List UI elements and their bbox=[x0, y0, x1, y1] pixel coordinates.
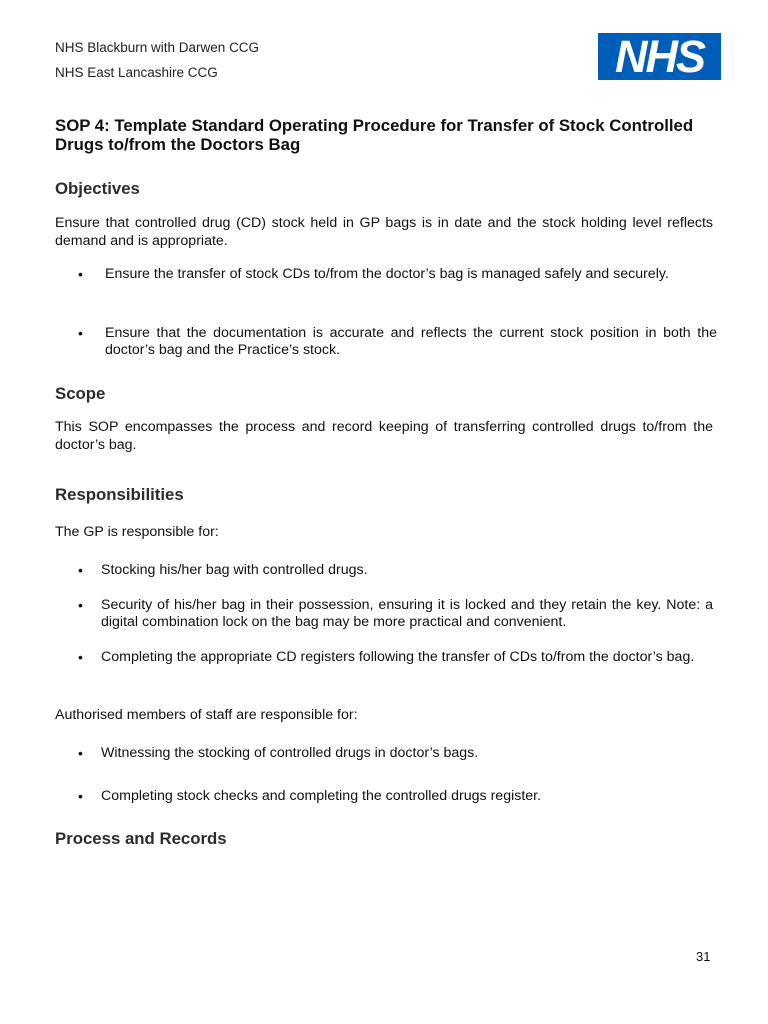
heading-objectives: Objectives bbox=[55, 179, 140, 198]
objectives-bullet-2: Ensure that the documentation is accurate and reflects the current stock position in both the doctor’s bag and the Practice’s stock. bbox=[105, 325, 717, 358]
page-number: 31 bbox=[696, 949, 711, 964]
scope-paragraph: This SOP encompasses the process and record keeping of transferring controlled drugs to/from the doctor’s bag. bbox=[55, 419, 713, 453]
bullet-icon: • bbox=[78, 562, 83, 578]
bullet-icon: • bbox=[78, 745, 83, 761]
objectives-bullet-1: Ensure the transfer of stock CDs to/from the doctor’s bag is managed safely and securely. bbox=[105, 266, 669, 282]
bullet-icon: • bbox=[78, 788, 83, 804]
gp-bullet-3: Completing the appropriate CD registers following the transfer of CDs to/from the doctor’s bag. bbox=[101, 649, 695, 665]
gp-bullet-1: Stocking his/her bag with controlled drugs. bbox=[101, 562, 368, 578]
gp-bullet-2: Security of his/her bag in their possession, ensuring it is locked and they retain the key. Note: a digital combination lock on the bag may be more practical and convenient. bbox=[101, 597, 713, 630]
header-org-1: NHS Blackburn with Darwen CCG bbox=[55, 40, 260, 55]
objectives-paragraph: Ensure that controlled drug (CD) stock held in GP bags is in date and the stock holding level reflects demand and is appropriate. bbox=[55, 215, 713, 249]
bullet-icon: • bbox=[78, 649, 83, 665]
heading-process-records: Process and Records bbox=[55, 829, 227, 848]
gp-intro: The GP is responsible for: bbox=[55, 524, 219, 540]
nhs-logo: NHS bbox=[598, 33, 721, 80]
bullet-icon: • bbox=[78, 325, 83, 341]
staff-intro: Authorised members of staff are responsible for: bbox=[55, 707, 358, 723]
heading-responsibilities: Responsibilities bbox=[55, 485, 184, 504]
staff-bullet-1: Witnessing the stocking of controlled drugs in doctor’s bags. bbox=[101, 745, 479, 761]
page-title: SOP 4: Template Standard Operating Procedure for Transfer of Stock Controlled Drugs to/from the Doctors Bag bbox=[55, 116, 694, 154]
heading-scope: Scope bbox=[55, 384, 106, 403]
header-org-2: NHS East Lancashire CCG bbox=[55, 65, 218, 80]
staff-bullet-2: Completing stock checks and completing the controlled drugs register. bbox=[101, 788, 542, 804]
bullet-icon: • bbox=[78, 597, 83, 613]
bullet-icon: • bbox=[78, 266, 83, 282]
